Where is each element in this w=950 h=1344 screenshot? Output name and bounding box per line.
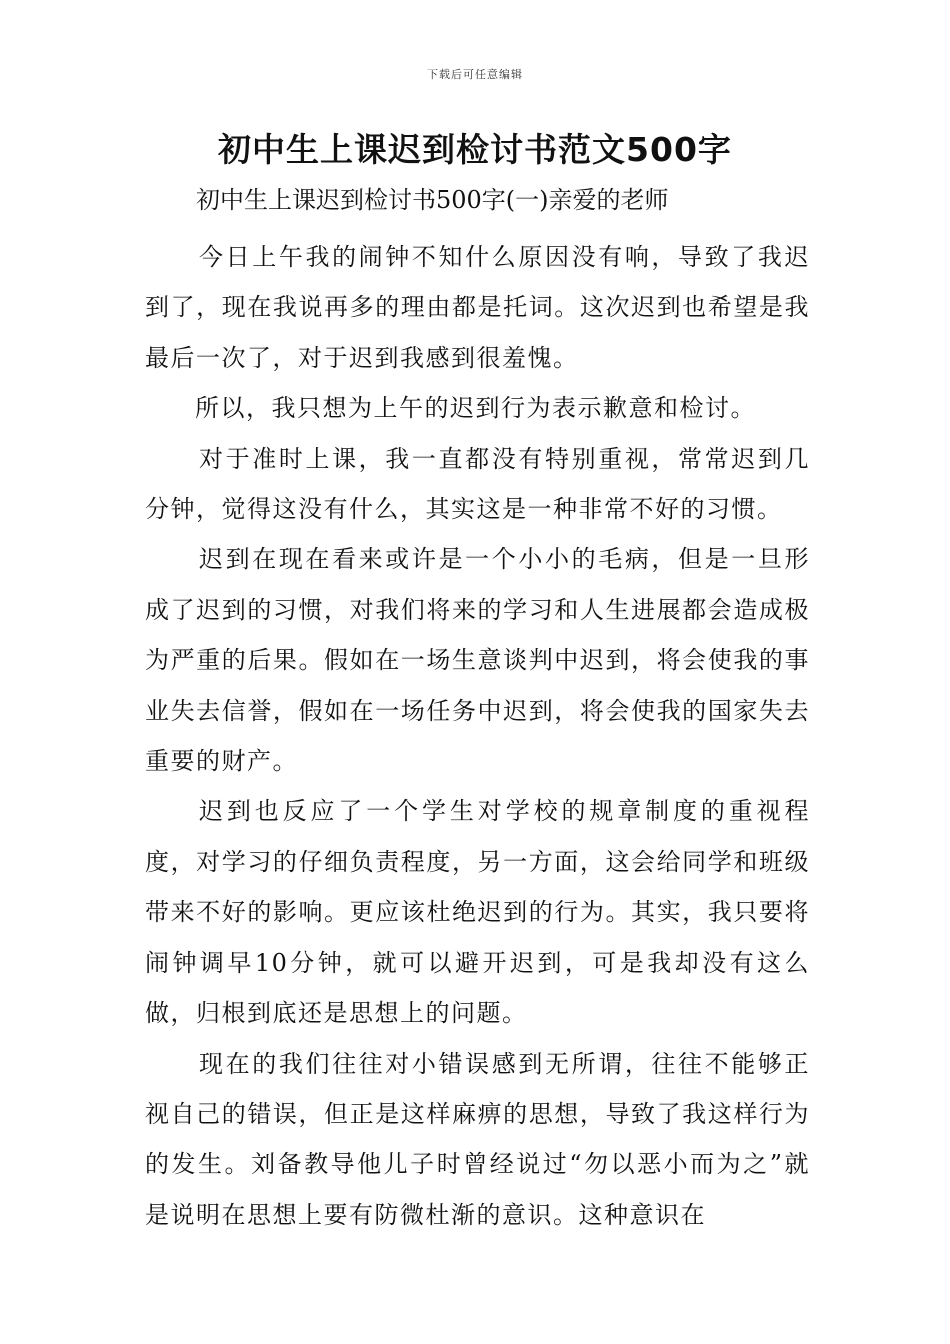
paragraph: 对于准时上课，我一直都没有特别重视，常常迟到几分钟，觉得这没有什么，其实这是一种非常不好的习惯。 [145, 444, 810, 524]
document-title: 初中生上课迟到检讨书范文500字 [218, 130, 732, 169]
header-note: 下载后可任意编辑 [427, 68, 523, 81]
paragraph: 迟到也反应了一个学生对学校的规章制度的重视程度，对学习的仔细负责程度，另一方面，这会给同学和班级带来不好的影响。更应该杜绝迟到的行为。其实，我只要将闹钟调早10分钟，就可以避开迟到，可是我却没有这么做，归根到底还是思想上的问题。 [145, 797, 810, 1028]
paragraph: 所以，我只想为上午的迟到行为表示歉意和检讨。 [195, 394, 756, 423]
document-body [145, 232, 810, 1240]
paragraph: 迟到在现在看来或许是一个小小的毛病，但是一旦形成了迟到的习惯，对我们将来的学习和人生进展都会造成极为严重的后果。假如在一场生意谈判中迟到，将会使我的事业失去信誉，假如在一场任务中迟到，将会使我的国家失去重要的财产。 [145, 545, 810, 776]
document-subtitle: 初中生上课迟到检讨书500字(一)亲爱的老师 [196, 186, 669, 214]
paragraph: 现在的我们往往对小错误感到无所谓，往往不能够正视自己的错误，但正是这样麻痹的思想，导致了我这样行为的发生。刘备教导他儿子时曾经说过“勿以恶小而为之”就是说明在思想上要有防微杜渐的意识。这种意识在 [145, 1049, 810, 1229]
paragraph: 今日上午我的闹钟不知什么原因没有响，导致了我迟到了，现在我说再多的理由都是托词。这次迟到也希望是我最后一次了，对于迟到我感到很羞愧。 [145, 243, 810, 372]
